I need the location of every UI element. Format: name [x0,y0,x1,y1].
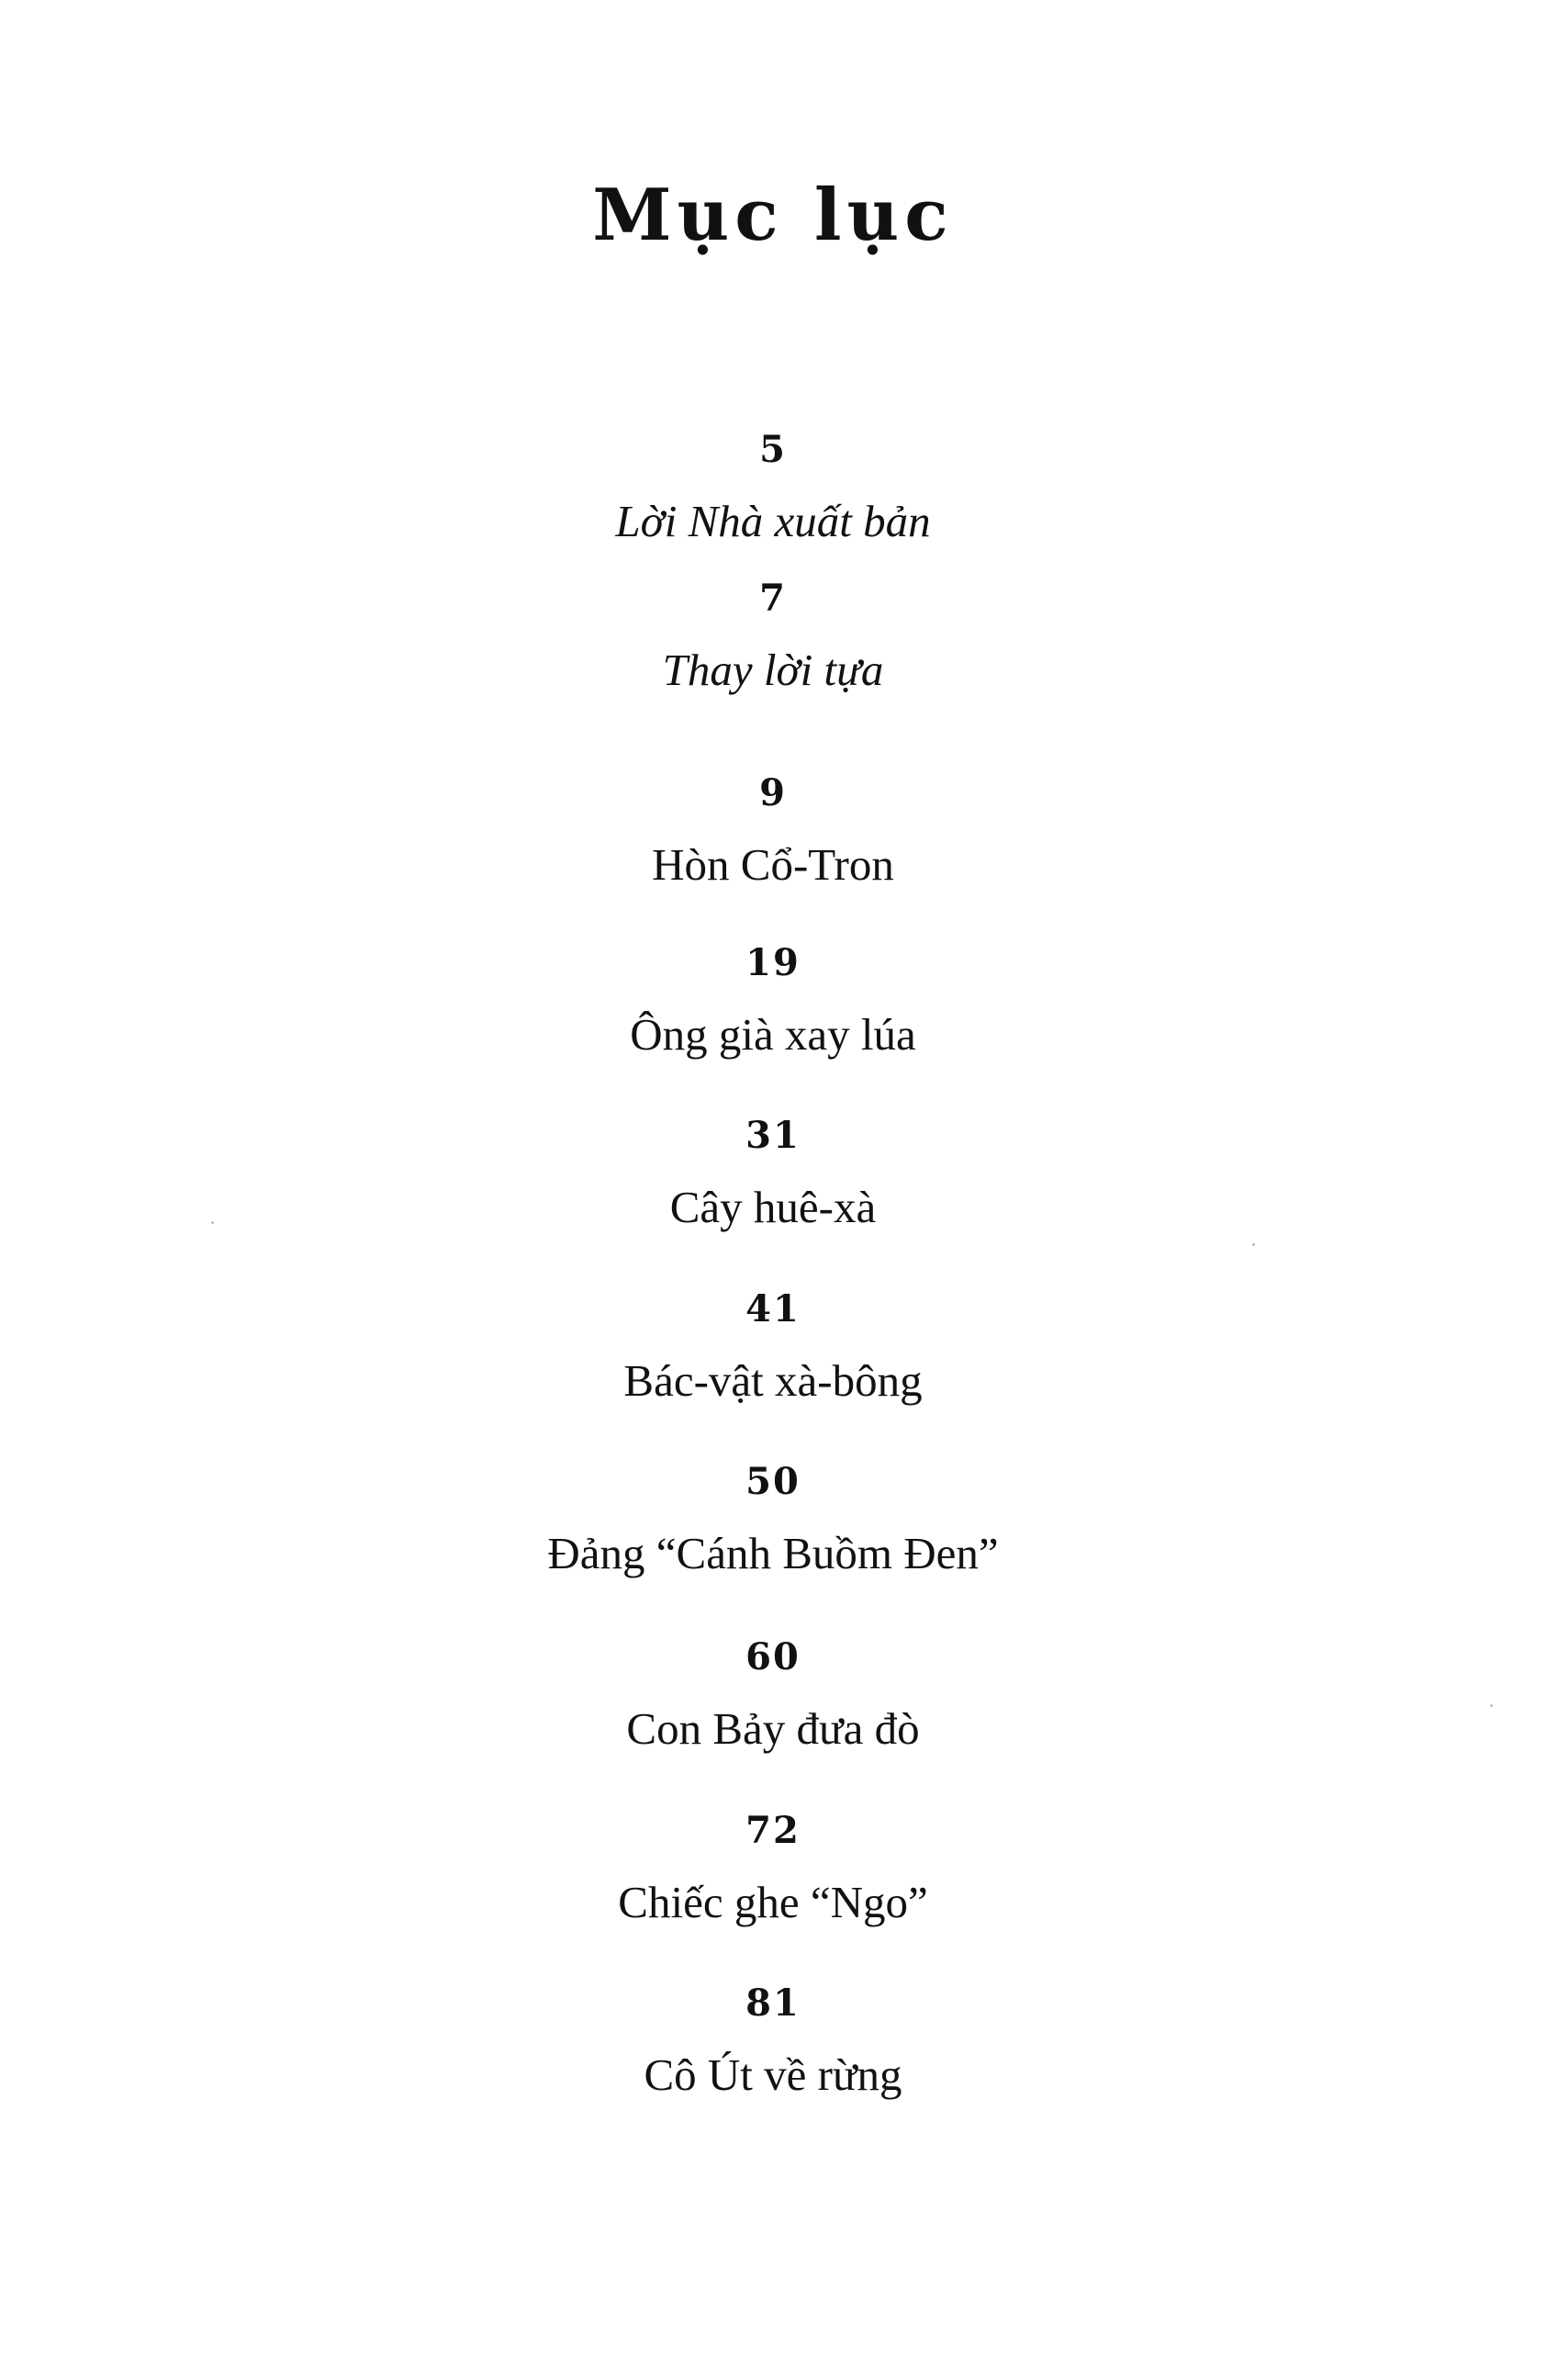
toc-entry [0,1289,1546,1407]
paper-speck [1252,1243,1255,1246]
toc-entry [0,1462,1546,1579]
toc-page-number: 60 [745,1635,801,1678]
toc-entry-title: Ông già xay lúa [630,1009,916,1060]
toc-entry [0,1637,1546,1755]
toc-page-number: 5 [759,428,787,471]
toc-page-number: 19 [745,941,801,984]
toc-entry [0,430,1546,547]
toc-entry [0,943,1546,1061]
toc-entry-title: Đảng “Cánh Buồm Đen” [547,1528,999,1578]
toc-entry-title: Hòn Cổ-Tron [652,839,894,890]
toc-entry-title: Con Bảy đưa đò [626,1703,920,1754]
toc-entry [0,773,1546,891]
toc-page-number: 9 [759,771,787,814]
toc-page-number: 50 [745,1460,801,1503]
toc-entry-title: Lời Nhà xuất bản [615,496,931,546]
toc-entry-title: Cô Út về rừng [644,2049,902,2100]
paper-speck [211,1221,214,1224]
toc-page-number: 31 [745,1114,801,1157]
toc-entry-title: Bác-vật xà-bông [623,1355,923,1406]
toc-entry [0,1116,1546,1233]
toc-entry [0,578,1546,696]
toc-entry [0,1983,1546,2101]
toc-entry-title: Cây huê-xà [669,1182,877,1232]
toc-page-number: 41 [745,1287,801,1330]
toc-entry [0,1811,1546,1928]
toc-entry-title: Chiếc ghe “Ngo” [618,1877,928,1927]
paper-speck [1490,1704,1493,1707]
toc-page-number: 7 [759,577,787,620]
toc-page-number: 81 [745,1981,801,2025]
page-title: Mục lục [592,174,954,257]
toc-entry-title: Thay lời tựa [662,645,884,695]
toc-page-number: 72 [745,1809,801,1852]
